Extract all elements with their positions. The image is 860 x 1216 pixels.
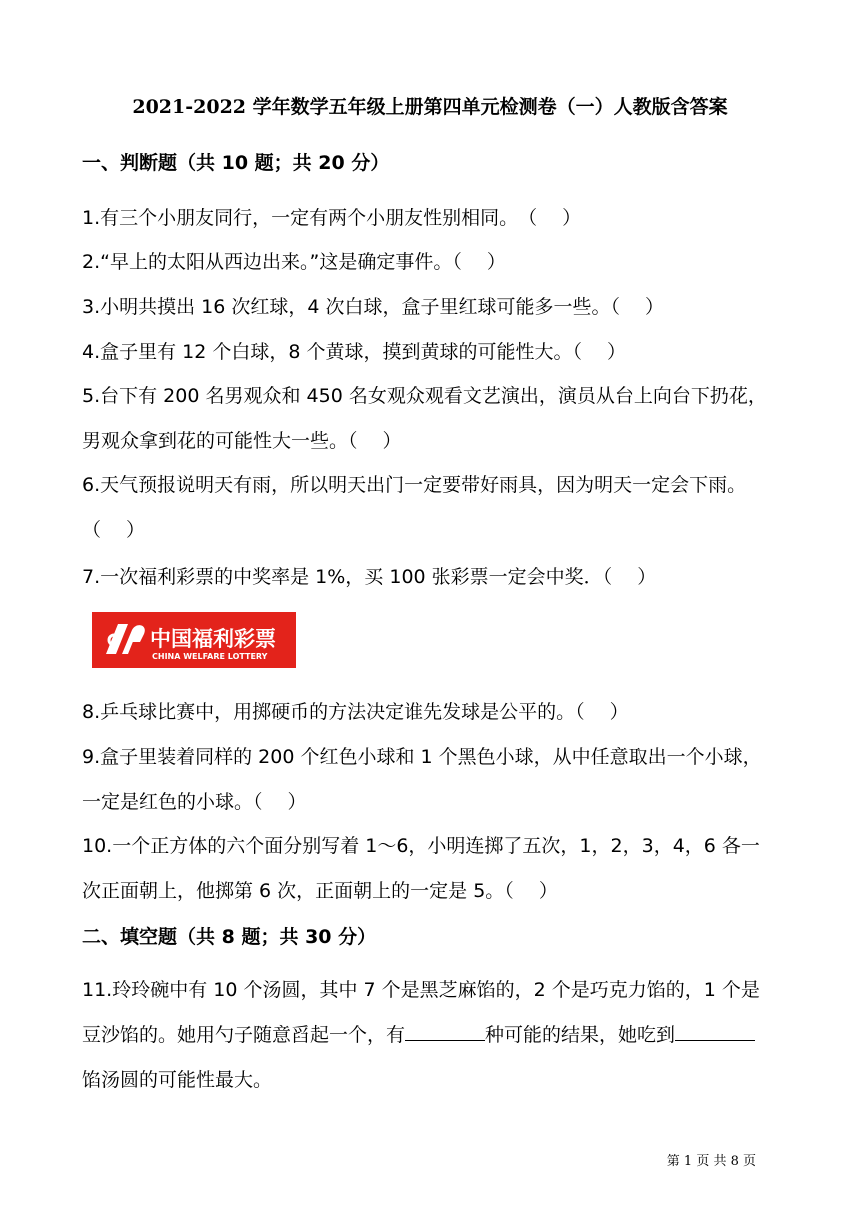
question-11-line-2 <box>82 1020 782 1047</box>
question-6-line-1: 6.天气预报说明天有雨，所以明天出门一定要带好雨具，因为明天一定会下雨。 <box>82 474 747 496</box>
question-9-line-2: 一定是红色的小球。（ ） <box>82 791 307 813</box>
svg-text:CHINA WELFARE LOTTERY: CHINA WELFARE LOTTERY <box>152 652 268 661</box>
question-6-line-2: （ ） <box>82 519 146 541</box>
question-1: 1.有三个小朋友同行，一定有两个小朋友性别相同。 （ ） <box>82 207 582 229</box>
document-title: 2021-2022 学年数学五年级上册第四单元检测卷（一）人教版含答案 <box>132 96 728 118</box>
question-4: 4.盒子里有 12 个白球，8 个黄球，摸到黄球的可能性大。（ ） <box>82 341 627 363</box>
question-5-line-2: 男观众拿到花的可能性大一些。（ ） <box>82 430 402 452</box>
question-7: 7.一次福利彩票的中奖率是 1%，买 100 张彩票一定会中奖．（ ） <box>82 566 657 588</box>
question-11-line-3: 馅汤圆的可能性最大。 <box>82 1069 273 1091</box>
question-3: 3.小明共摸出 16 次红球，4 次白球，盒子里红球可能多一些。（ ） <box>82 296 665 318</box>
section-heading-fill-blank: 二、填空题（共 8 题；共 30 分） <box>82 926 377 948</box>
section-heading-judgement: 一、判断题（共 10 题；共 20 分） <box>82 152 390 174</box>
svg-text:中国福利彩票: 中国福利彩票 <box>150 627 276 651</box>
question-10-line-2: 次正面朝上，他掷第 6 次，正面朝上的一定是 5。（ ） <box>82 880 558 902</box>
page-number: 第 1 页 共 8 页 <box>666 1154 756 1169</box>
question-10-line-1: 10.一个正方体的六个面分别写着 1～6，小明连掷了五次，1，2，3，4，6 各一 <box>82 835 760 857</box>
lottery-logo-icon <box>92 612 296 668</box>
question-11-text-a: 豆沙馅的。她用勺子随意舀起一个，有 <box>82 1024 406 1046</box>
china-welfare-lottery-logo <box>92 612 296 668</box>
question-11-text-b: 种可能的结果，她吃到 <box>485 1024 676 1046</box>
question-2: 2.“早上的太阳从西边出来。”这是确定事件。（ ） <box>82 251 506 273</box>
question-5-line-1: 5.台下有 200 名男观众和 450 名女观众观看文艺演出，演员从台上向台下扔花， <box>82 385 767 407</box>
question-11-line-1: 11.玲玲碗中有 10 个汤圆，其中 7 个是黑芝麻馅的，2 个是巧克力馅的，1 个是 <box>82 979 760 1001</box>
answer-blank-2[interactable] <box>675 1024 755 1041</box>
answer-blank-1[interactable] <box>405 1024 485 1041</box>
question-8: 8.乒乓球比赛中，用掷硬币的方法决定谁先发球是公平的。（ ） <box>82 701 629 723</box>
question-9-line-1: 9.盒子里装着同样的 200 个红色小球和 1 个黑色小球，从中任意取出一个小球， <box>82 746 762 768</box>
